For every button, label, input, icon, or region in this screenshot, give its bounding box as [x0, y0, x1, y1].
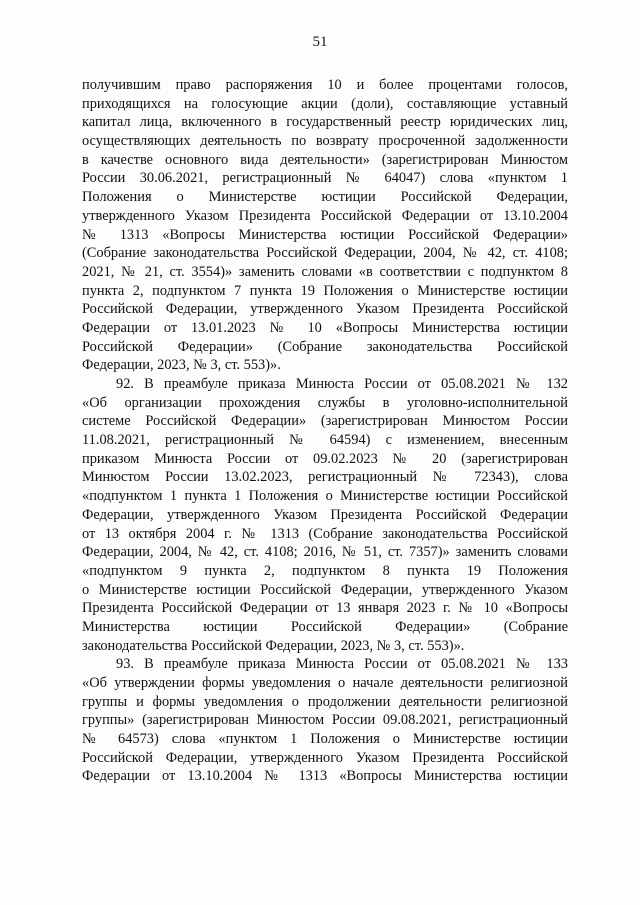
- text-line: осуществляющих деятельность по возврату просроченной задолженности: [82, 133, 568, 150]
- text-line: России 30.06.2021, регистрационный № 64047) слова «пунктом 1: [82, 170, 568, 187]
- text-line: 11.08.2021, регистрационный № 64594) с изменением, внесенным: [82, 432, 568, 449]
- text-line: Российской Федерации, утвержденного Указом Президента Российской: [82, 749, 568, 766]
- text-line: Минюстом России 13.02.2023, регистрационный № 72343), слова: [82, 469, 568, 486]
- paragraph-continuation: [82, 76, 568, 375]
- text-line: капитал лица, включенного в государственный реестр юридических лиц,: [82, 114, 568, 131]
- text-line: Федерации от 13.01.2023 № 10 «Вопросы Министерства юстиции: [82, 319, 568, 336]
- text-line: Президента Российской Федерации от 13 января 2023 г. № 10 «Вопросы: [82, 600, 568, 617]
- text-line: Федерации, 2023, № 3, ст. 553)».: [82, 357, 281, 374]
- text-line: получившим право распоряжения 10 и более процентами голосов,: [82, 77, 568, 93]
- text-line: Положения о Министерстве юстиции Российской Федерации,: [82, 189, 568, 206]
- text-line: 2021, № 21, ст. 3554)» заменить словами «в соответствии с подпунктом 8: [82, 263, 568, 280]
- text-line: системе Российской Федерации» (зарегистрирован Минюстом России: [82, 413, 568, 430]
- text-line: № 1313 «Вопросы Министерства юстиции Российской Федерации»: [82, 226, 568, 243]
- text-line: № 64573) слова «пунктом 1 Положения о Министерстве юстиции: [82, 731, 568, 748]
- text-line: о Министерстве юстиции Российской Федерации, утвержденного Указом: [82, 581, 568, 598]
- text-line: «Об организации прохождения службы в уголовно-исполнительной: [82, 394, 568, 411]
- text-line: группы и формы уведомления о продолжении деятельности религиозной: [82, 693, 568, 710]
- text-line: Российской Федерации» (Собрание законодательства Российской: [82, 338, 568, 355]
- text-line: «подпунктом 9 пункта 2, подпунктом 8 пункта 19 Положения: [82, 562, 568, 579]
- text-line: от 13 октября 2004 г. № 1313 (Собрание законодательства Российской: [82, 525, 568, 542]
- text-line: Российской Федерации, утвержденного Указом Президента Российской: [82, 301, 568, 318]
- text-line: законодательства Российской Федерации, 2023, № 3, ст. 553)».: [82, 637, 465, 654]
- text-line: Федерации, 2004, № 42, ст. 4108; 2016, № 51, ст. 7357)» заменить словами: [82, 544, 568, 561]
- text-line: 92. В преамбуле приказа Минюста России от 05.08.2021 № 132: [116, 376, 568, 392]
- text-line: утвержденного Указом Президента Российской Федерации от 13.10.2004: [82, 207, 568, 224]
- text-line: Федерации от 13.10.2004 № 1313 «Вопросы Министерства юстиции: [82, 768, 568, 785]
- text-line: «Об утверждении формы уведомления о начале деятельности религиозной: [82, 675, 568, 691]
- text-line: приходящихся на голосующие акции (доли), составляющие уставный: [82, 95, 568, 112]
- text-line: 93. В преамбуле приказа Минюста России от 05.08.2021 № 133: [116, 656, 568, 673]
- text-line: «подпунктом 1 пункта 1 Положения о Министерстве юстиции Российской: [82, 488, 568, 505]
- text-line: Министерства юстиции Российской Федерации» (Собрание: [82, 618, 568, 635]
- text-line: (Собрание законодательства Российской Федерации, 2004, № 42, ст. 4108;: [82, 245, 568, 262]
- page-number: 51: [312, 34, 328, 50]
- text-line: пункта 2, подпунктом 7 пункта 19 Положения о Министерстве юстиции: [82, 282, 568, 299]
- text-line: приказом Минюста России от 09.02.2023 № 20 (зарегистрирован: [82, 450, 568, 467]
- paragraph-93: [82, 655, 568, 786]
- text-line: в качестве основного вида деятельности» (зарегистрирован Минюстом: [82, 151, 568, 168]
- document-body: [82, 76, 568, 786]
- paragraph-92: [82, 375, 568, 655]
- text-line: Федерации, утвержденного Указом Президента Российской Федерации: [82, 506, 568, 523]
- text-line: группы» (зарегистрирован Минюстом России 09.08.2021, регистрационный: [82, 712, 568, 729]
